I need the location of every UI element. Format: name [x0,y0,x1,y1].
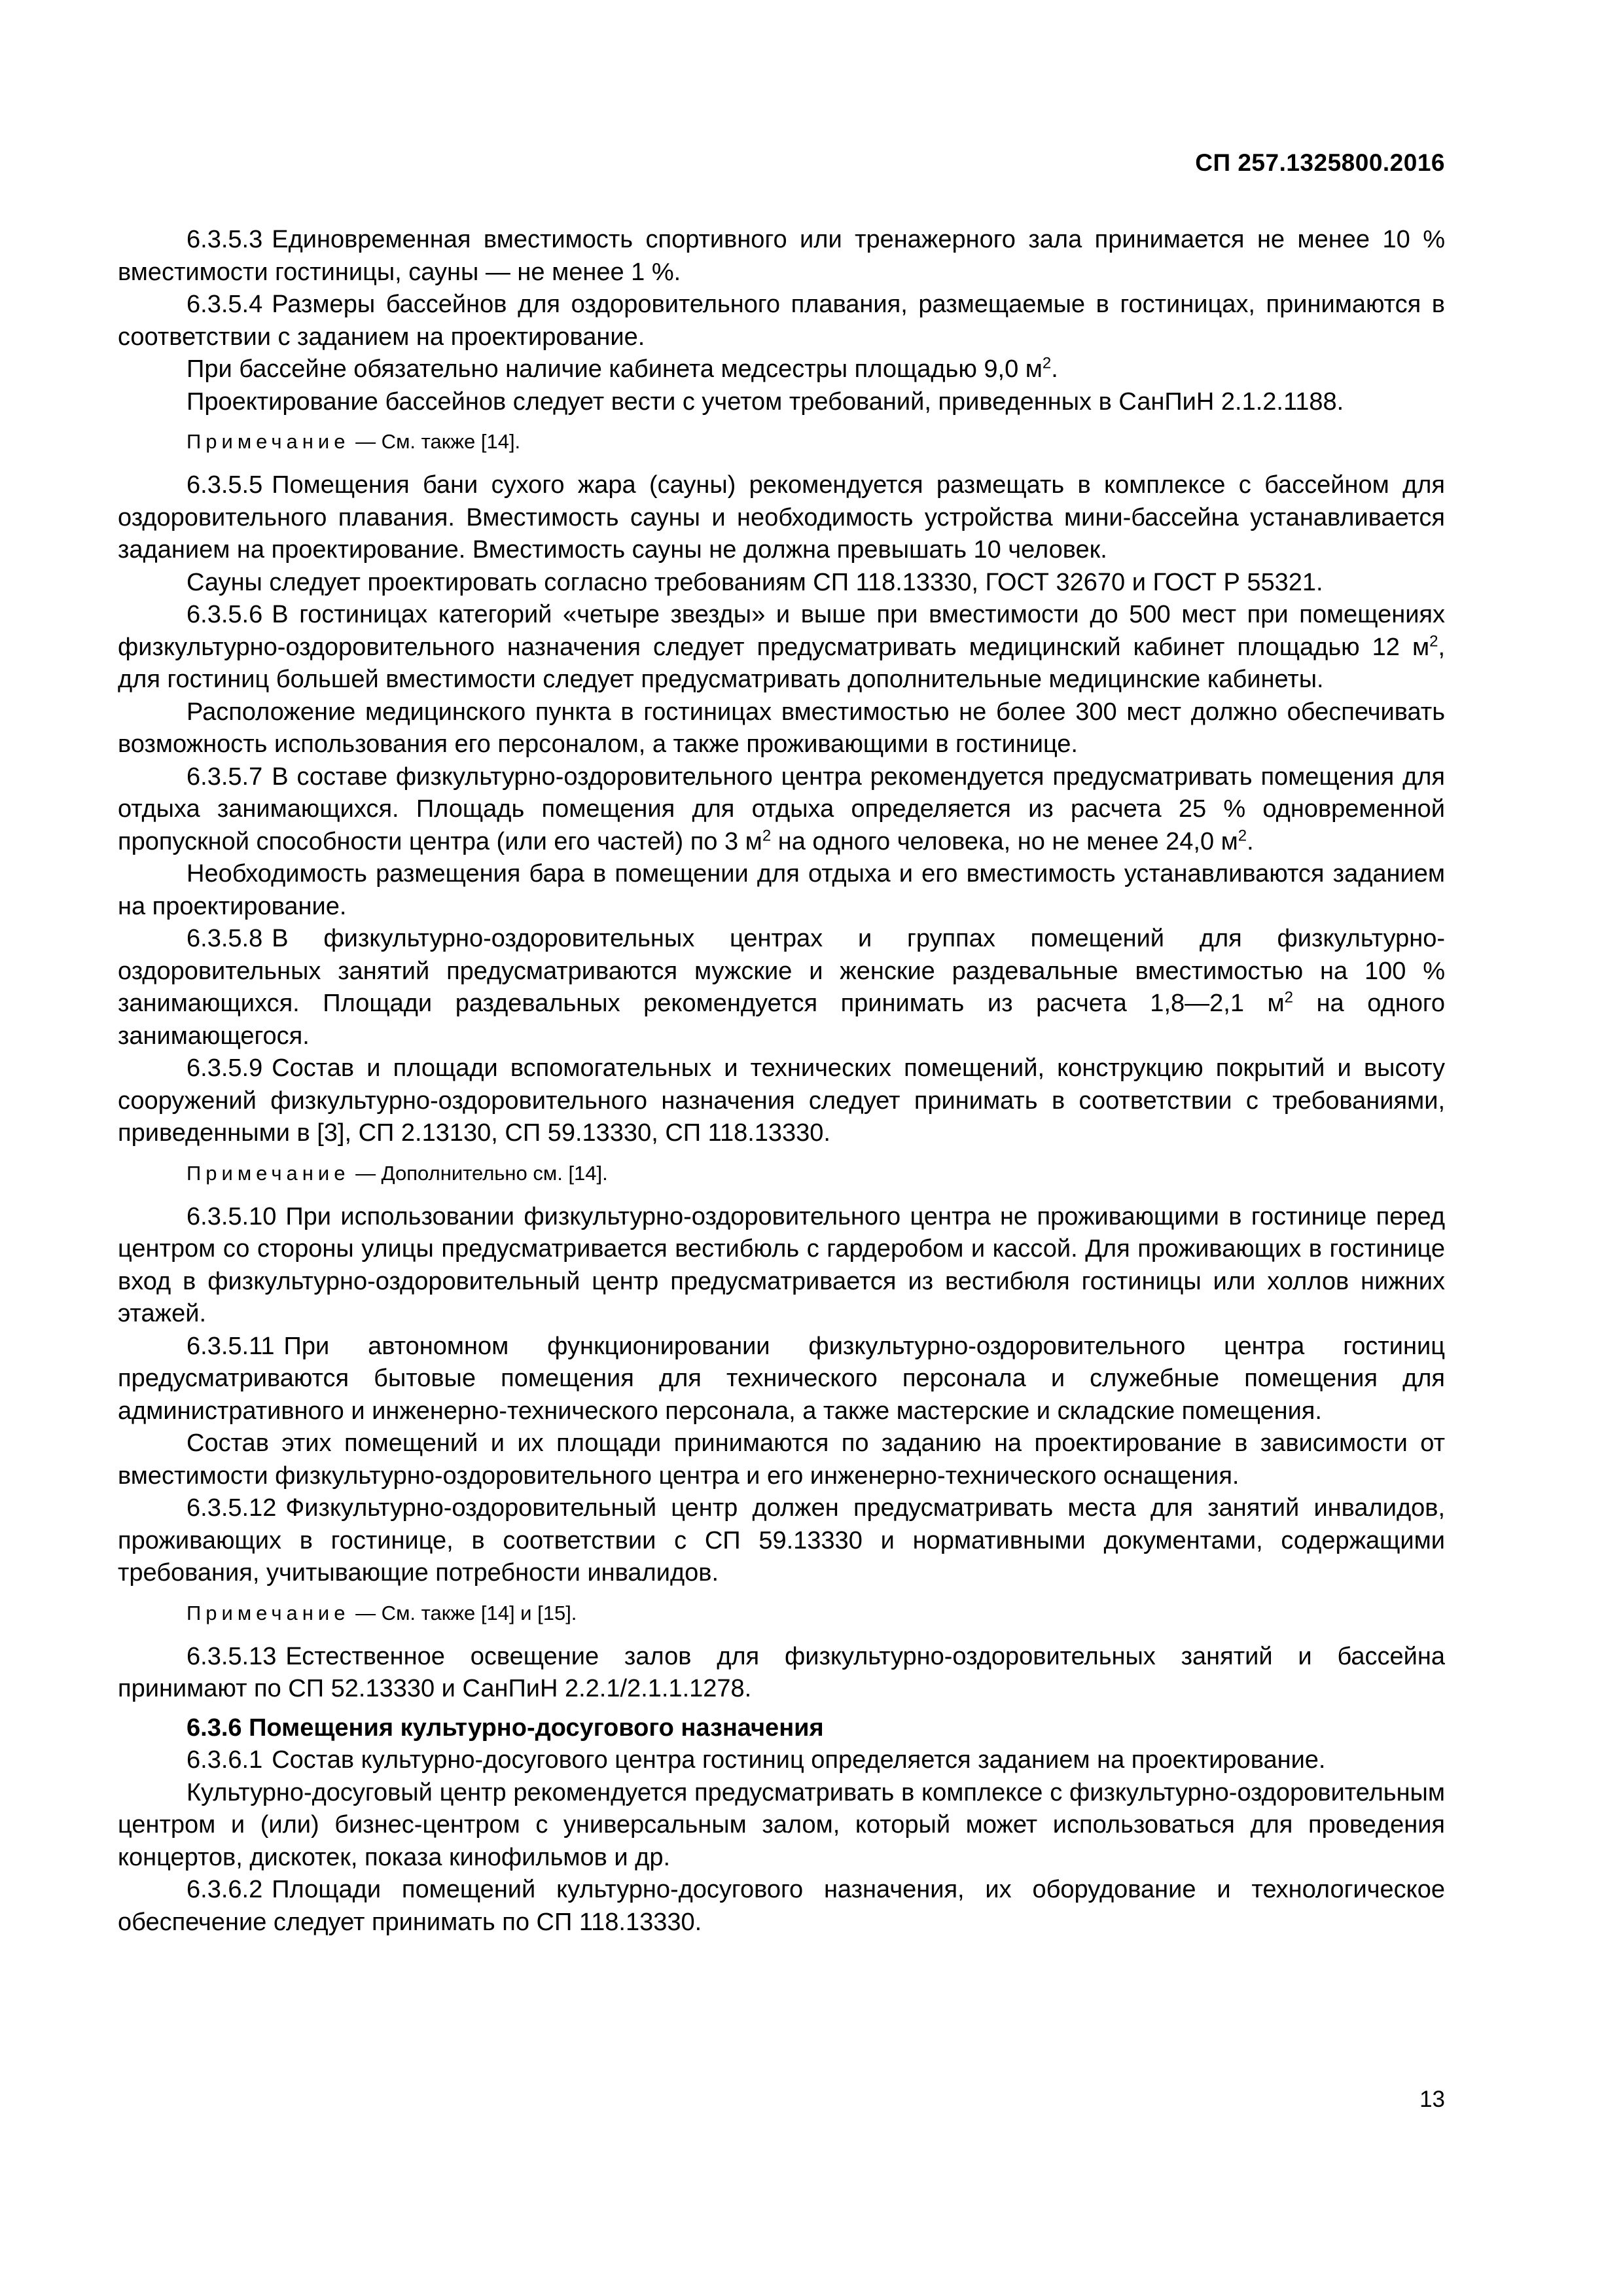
page-number: 13 [1419,2087,1445,2112]
note-2 [118,1160,1445,1187]
clause-text-tail: на одного занимающегося. [118,990,1446,1050]
clause-6-3-6-1 [118,1744,1445,1777]
superscript: 2 [1238,826,1247,844]
clause-number: 6.3.5.7 [187,762,263,791]
clause-text-mid: на одного человека, но не менее 24,0 м [771,827,1238,855]
clause-text: Площади помещений культурно-досугового назначения, их оборудование и технологическое обеспечение следует принимать по СП 118.13330. [118,1876,1445,1936]
clause-6-3-5-3 [118,224,1445,289]
paragraph-medical-room-pool [118,353,1445,386]
clause-number: 6.3.5.9 [187,1054,263,1082]
clause-number: 6.3.6.1 [187,1746,263,1774]
clause-6-3-5-5 [118,469,1445,567]
clause-text: При автономном функционировании физкультурно-оздоровительного центра гостиниц предусматриваются бытовые помещения для технического персонала и служебные помещения для административного и инженерно-технического персонала, а также мастерские и складские помещения. [118,1332,1445,1425]
superscript: 2 [1284,988,1294,1007]
clause-text: В составе физкультурно-оздоровительного центра рекомендуется предусматривать помещения для отдыха занимающихся. Площадь помещения для отдыха определяется из расчета 25 % одновременной пропускной способности центра (или его частей) по 3 м [118,762,1445,855]
note-text: — См. также [14] и [15]. [355,1601,577,1624]
clause-6-3-5-12 [118,1492,1445,1590]
clause-text: Состав и площади вспомогательных и технических помещений, конструкцию покрытий и высоту сооружений физкультурно-оздоровительного назначения следует принимать в соответствии с требованиями, приведенными в [3], СП 2.13130, СП 59.13330, СП 118.13330. [118,1054,1445,1147]
note-3 [118,1600,1445,1626]
clause-text: Состав культурно-досугового центра гостиниц определяется заданием на проектирование. [272,1746,1326,1774]
clause-number: 6.3.5.12 [187,1494,277,1522]
clause-number: 6.3.5.10 [187,1202,277,1230]
clause-number: 6.3.5.11 [187,1332,275,1360]
note-label: Примечание [187,1161,350,1185]
superscript: 2 [762,826,772,844]
paragraph-medical-point [118,696,1445,761]
paragraph-text: Необходимость размещения бара в помещении для отдыха и его вместимость устанавливаются заданием на проектирование. [118,860,1445,920]
clause-text: В гостиницах категорий «четыре звезды» и выше при вместимости до 500 мест при помещениях физкультурно-оздоровительного назначения следует предусматривать медицинский кабинет площадью 12 м [118,601,1445,661]
clause-6-3-5-11 [118,1331,1445,1428]
clause-text: Помещения бани сухого жара (сауны) рекомендуется размещать в комплексе с бассейном для оздоровительного плавания. Вместимость сауны и необходимость устройства мини-бассейна устанавливается заданием на проектирование. Вместимость сауны не должна превышать 10 человек. [118,471,1445,564]
paragraph-text: Проектирование бассейнов следует вести с учетом требований, приведенных в СанПиН 2.1.2.1188. [187,387,1344,416]
clause-6-3-5-4 [118,289,1445,353]
note-label: Примечание [187,430,350,453]
paragraph-text: Состав этих помещений и их площади принимаются по заданию на проектирование в зависимости от вместимости физкультурно-оздоровительного центра и его инженерно-технического оснащения. [118,1429,1445,1490]
clause-text: Единовременная вместимость спортивного или тренажерного зала принимается не менее 10 % вместимости гостиницы, сауны — не менее 1 %. [118,226,1445,286]
paragraph-text: Культурно-досуговый центр рекомендуется предусматривать в комплексе с физкультурно-оздоровительным центром и (или) бизнес-центром с универсальным залом, который может использоваться для проведения концертов, дискотек, показа кинофильмов и др. [118,1778,1445,1871]
paragraph-text: Расположение медицинского пункта в гостиницах вместимостью не более 300 мест должно обеспечивать возможность использования его персоналом, а также проживающими в гостинице. [118,698,1445,758]
superscript: 2 [1429,632,1438,650]
clause-6-3-6-2 [118,1874,1445,1939]
paragraph-bar [118,858,1445,923]
clause-text: Физкультурно-оздоровительный центр должен предусматривать места для занятий инвалидов, проживающих в гостинице, в соответствии с СП 59.13330 и нормативными документами, содержащими требования, учитывающие потребности инвалидов. [118,1494,1445,1587]
document-code-header: СП 257.1325800.2016 [1195,149,1445,176]
paragraph-rooms-composition [118,1427,1445,1492]
section-heading-6-3-6: 6.3.6 Помещения культурно-досугового назначения [187,1713,824,1742]
clause-text-tail: , для гостиниц большей вместимости следует предусматривать дополнительные медицинские кабинеты. [118,633,1445,693]
clause-6-3-5-7 [118,761,1445,859]
clause-6-3-5-6 [118,599,1445,696]
clause-number: 6.3.5.6 [187,601,263,628]
clause-6-3-5-9 [118,1052,1445,1150]
paragraph-pool-design [118,386,1445,419]
clause-6-3-5-8 [118,923,1445,1052]
clause-text: В физкультурно-оздоровительных центрах и группах помещений для физкультурно-оздоровительных занятий предусматриваются мужские и женские раздевальные вместимостью на 100 % занимающихся. Площади раздевальных рекомендуется принимать из расчета 1,8—2,1 м [118,925,1445,1017]
clause-text: Естественное освещение залов для физкультурно-оздоровительных занятий и бассейна принимают по СП 52.13330 и СанПиН 2.2.1/2.1.1.1278. [118,1642,1445,1702]
clause-text: При использовании физкультурно-оздоровительного центра не проживающими в гостинице перед центром со стороны улицы предусматривается вестибюль с гардеробом и кассой. Для проживающих в гостинице вход в физкультурно-оздоровительный центр предусматривается из вестибюля гостиницы или холлов нижних этажей. [118,1202,1445,1327]
clause-number: 6.3.5.3 [187,226,263,253]
note-1 [118,429,1445,455]
clause-text: Размеры бассейнов для оздоровительного плавания, размещаемые в гостиницах, принимаются в соответствии с заданием на проектирование. [118,291,1445,351]
paragraph-text-tail: . [1051,355,1058,383]
clause-text-tail: . [1247,827,1254,855]
clause-number: 6.3.6.2 [187,1876,263,1903]
superscript: 2 [1042,354,1052,372]
clause-number: 6.3.5.5 [187,471,263,499]
note-label: Примечание [187,1601,350,1624]
clause-number: 6.3.5.13 [187,1642,277,1670]
paragraph-text: Сауны следует проектировать согласно требованиям СП 118.13330, ГОСТ 32670 и ГОСТ Р 55321. [187,568,1323,596]
note-text: — Дополнительно см. [14]. [355,1161,608,1185]
clause-number: 6.3.5.4 [187,291,263,318]
clause-6-3-5-10 [118,1201,1445,1331]
document-body [118,224,1445,1939]
clause-number: 6.3.5.8 [187,925,263,952]
note-text: — См. также [14]. [355,430,521,453]
clause-6-3-5-13 [118,1641,1445,1706]
paragraph-text: При бассейне обязательно наличие кабинета медсестры площадью 9,0 м [187,355,1043,383]
paragraph-cultural-center [118,1777,1445,1874]
paragraph-sauna-design [118,567,1445,600]
